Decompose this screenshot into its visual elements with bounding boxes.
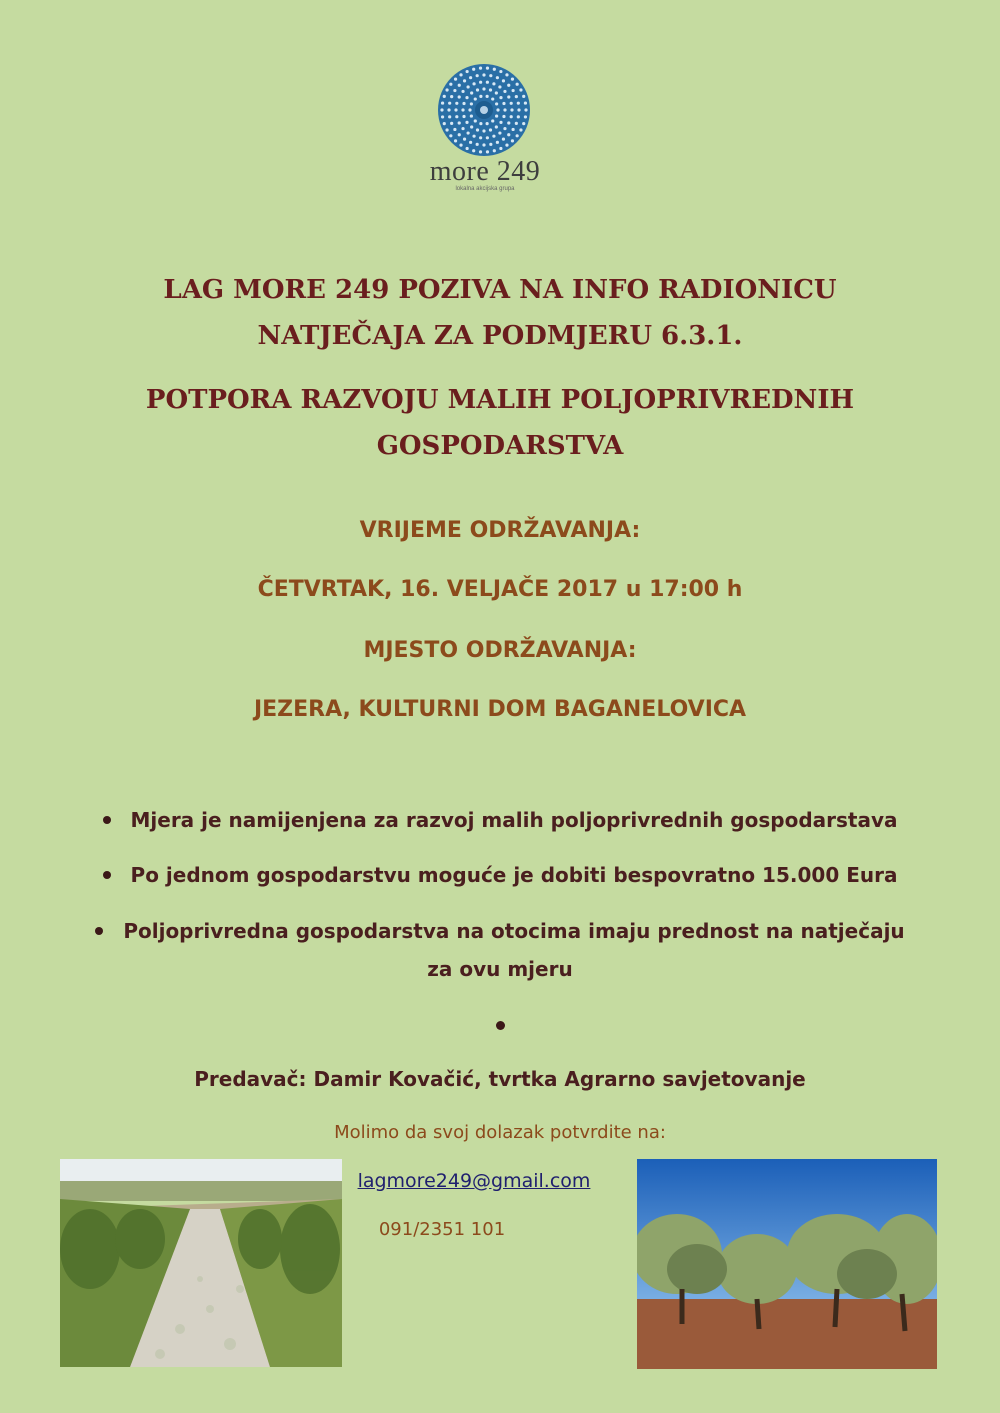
olive-grove-photo — [637, 1159, 937, 1369]
headline-line-2: NATJEČAJA ZA PODMJERU 6.3.1. — [257, 321, 743, 351]
bullet-item-2 — [0, 855, 1000, 895]
bullet-dot-icon — [95, 927, 103, 935]
bullet-item-1 — [0, 800, 1000, 840]
headline-line-1: LAG MORE 249 POZIVA NA INFO RADIONICU — [163, 275, 837, 305]
time-label: VRIJEME ODRŽAVANJA: — [359, 518, 641, 543]
bullet-text-1: Mjera je namijenjena za razvoj malih poljoprivrednih gospodarstava — [130, 808, 898, 832]
bullet-text-2: Po jednom gospodarstvu moguće je dobiti bespovratno 15.000 Eura — [130, 863, 898, 887]
bullet-dot-icon — [103, 871, 111, 879]
bullet-text-3: Poljoprivredna gospodarstva na otocima imaju prednost na natječaju — [123, 919, 905, 943]
lecturer-info: Predavač: Damir Kovačić, tvrtka Agrarno savjetovanje — [194, 1067, 806, 1091]
rsvp-text: Molimo da svoj dolazak potvrdite na: — [334, 1122, 666, 1143]
headline-line-3: POTPORA RAZVOJU MALIH POLJOPRIVREDNIH — [145, 385, 855, 415]
time-value: ČETVRTAK, 16. VELJAČE 2017 u 17:00 h — [257, 577, 743, 602]
logo-name: more 249 — [429, 156, 541, 187]
bullet-dot-icon — [103, 816, 111, 824]
email-link[interactable]: lagmore249@gmail.com — [357, 1170, 591, 1192]
phone-number: 091/2351 101 — [378, 1219, 506, 1240]
vineyard-photo — [60, 1159, 342, 1367]
logo-tagline: lokalna akcijska grupa — [455, 186, 515, 192]
bullet-item-3 — [0, 911, 1000, 951]
bullet-text-3-continued: za ovu mjeru — [427, 957, 573, 981]
empty-bullet-dot-icon — [496, 1021, 505, 1030]
more-249-logo-emblem — [437, 63, 531, 157]
headline-line-4: GOSPODARSTVA — [376, 431, 624, 461]
place-value: JEZERA, KULTURNI DOM BAGANELOVICA — [253, 697, 747, 722]
place-label: MJESTO ODRŽAVANJA: — [363, 638, 637, 663]
